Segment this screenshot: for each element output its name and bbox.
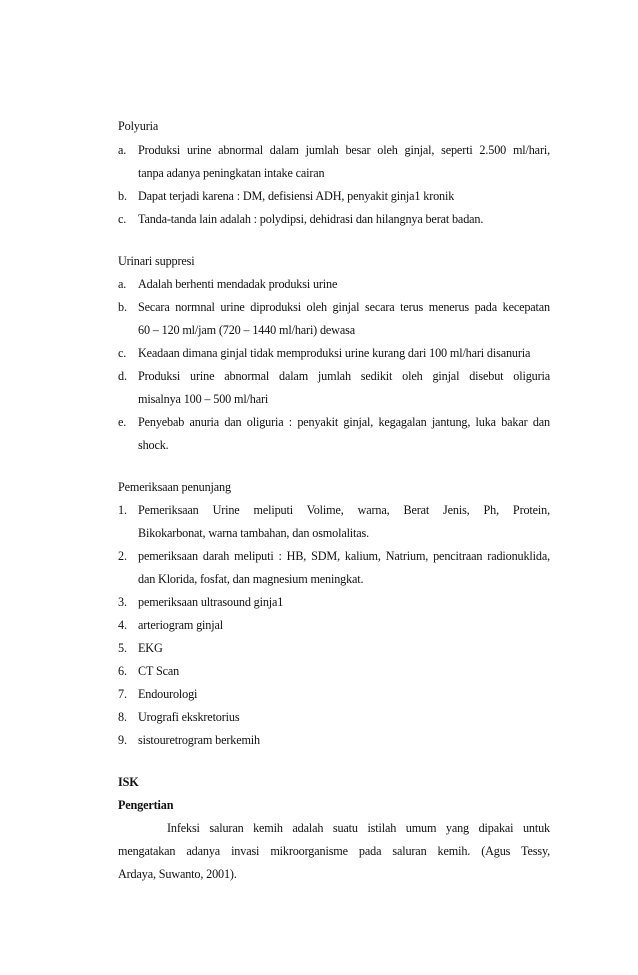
list-item-text: Pemeriksaan Urine meliputi Volime, warna, Berat Jenis, Ph, Protein, <box>138 503 550 517</box>
list-item-text-cont: 60 – 120 ml/jam (720 – 1440 ml/hari) dewasa <box>138 323 355 337</box>
list-marker: 4. <box>118 618 127 632</box>
list-marker: c. <box>118 212 127 226</box>
section-heading-isk: ISK <box>118 775 139 789</box>
subheading-pengertian: Pengertian <box>118 798 174 812</box>
list-marker: b. <box>118 189 127 203</box>
list-item-text: arteriogram ginjal <box>138 618 223 632</box>
list-item-text: EKG <box>138 641 163 655</box>
list-marker: 1. <box>118 503 127 517</box>
paragraph-line: Infeksi saluran kemih adalah suatu istilah umum yang dipakai untuk <box>167 821 550 835</box>
list-item-text: Endourologi <box>138 687 198 701</box>
list-marker: b. <box>118 300 127 314</box>
list-item-text: Penyebab anuria dan oliguria : penyakit ginjal, kegagalan jantung, luka bakar dan <box>138 415 550 429</box>
list-item-text: CT Scan <box>138 664 180 678</box>
list-marker: 3. <box>118 595 127 609</box>
section-heading-polyuria: Polyuria <box>118 119 159 133</box>
list-marker: 9. <box>118 733 127 747</box>
list-marker: a. <box>118 143 127 157</box>
list-item-text: pemeriksaan ultrasound ginja1 <box>138 595 284 609</box>
list-item-text: Produksi urine abnormal dalam jumlah sedikit oleh ginjal disebut oliguria <box>138 369 550 383</box>
list-item-text-cont: shock. <box>138 438 169 452</box>
list-item-text: pemeriksaan darah meliputi : HB, SDM, kalium, Natrium, pencitraan radionuklida, <box>138 549 550 563</box>
list-item-text: sistouretrogram berkemih <box>138 733 260 747</box>
list-marker: 6. <box>118 664 127 678</box>
list-item-text-cont: misalnya 100 – 500 ml/hari <box>138 392 269 406</box>
list-marker: 5. <box>118 641 127 655</box>
paragraph-line: mengatakan adanya invasi mikroorganisme pada saluran kemih. (Agus Tessy, <box>118 844 550 858</box>
list-item-text: Secara normnal urine diproduksi oleh ginjal secara terus menerus pada kecepatan <box>138 300 550 314</box>
list-item-text: Dapat terjadi karena : DM, defisiensi ADH, penyakit ginja1 kronik <box>138 189 455 203</box>
list-item-text: Produksi urine abnormal dalam jumlah besar oleh ginjal, seperti 2.500 ml/hari, <box>138 143 550 157</box>
list-item-text: Keadaan dimana ginjal tidak memproduksi urine kurang dari 100 ml/hari disanuria <box>138 346 531 360</box>
list-item-text: Tanda-tanda lain adalah : polydipsi, dehidrasi dan hilangnya berat badan. <box>138 212 484 226</box>
list-marker: a. <box>118 277 127 291</box>
list-item-text-cont: tanpa adanya peningkatan intake cairan <box>138 166 325 180</box>
section-heading-pemeriksaan: Pemeriksaan penunjang <box>118 480 231 494</box>
list-marker: 2. <box>118 549 127 563</box>
list-item-text-cont: dan Klorida, fosfat, dan magnesium meningkat. <box>138 572 364 586</box>
list-item-text-cont: Bikokarbonat, warna tambahan, dan osmolalitas. <box>138 526 370 540</box>
list-marker: d. <box>118 369 127 383</box>
section-heading-urinari-suppresi: Urinari suppresi <box>118 254 195 268</box>
list-marker: 8. <box>118 710 127 724</box>
list-marker: e. <box>118 415 127 429</box>
list-item-text: Adalah berhenti mendadak produksi urine <box>138 277 338 291</box>
list-item-text: Urografi ekskretorius <box>138 710 240 724</box>
list-marker: 7. <box>118 687 127 701</box>
list-marker: c. <box>118 346 127 360</box>
paragraph-line: Ardaya, Suwanto, 2001). <box>118 867 237 881</box>
